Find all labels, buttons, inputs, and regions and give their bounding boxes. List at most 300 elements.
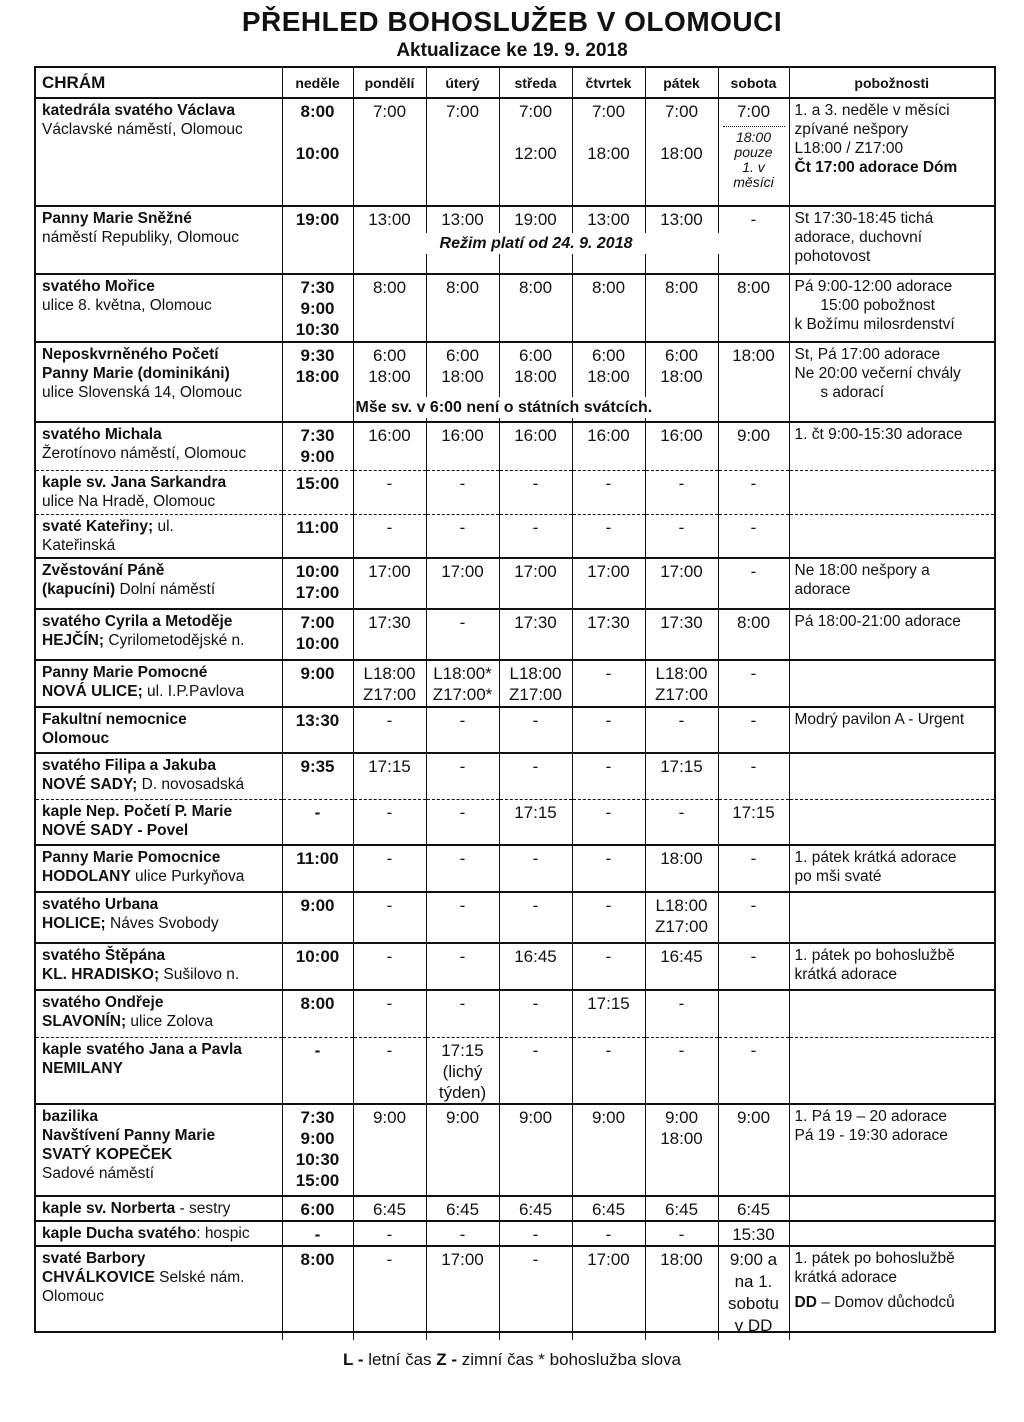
wednesday-times: - [532, 1224, 539, 1244]
time-cell-sunday [282, 1246, 353, 1340]
tuesday-times: - [459, 947, 466, 966]
devotions-highlight: Čt 17:00 adorace Dóm [794, 159, 958, 176]
monday-times: 6:45 [372, 1199, 407, 1219]
saturday-times: 9:00 a na 1. sobotu v DD [727, 1249, 780, 1335]
saturday-times: - [750, 473, 757, 493]
time-cell-thursday [572, 707, 645, 753]
sunday-times: 8:00 [300, 1249, 335, 1269]
devotions-cell [789, 1104, 994, 1196]
time-cell-tuesday [426, 799, 499, 845]
time-cell-friday [645, 753, 718, 799]
time-cell-sunday [282, 274, 353, 342]
legend-l-key: L - [343, 1350, 364, 1369]
church-row [36, 660, 994, 707]
time-cell-tuesday [426, 1246, 499, 1340]
time-cell-tuesday [426, 514, 499, 558]
time-cell-sunday [282, 753, 353, 799]
church-address: Žerotínovo náměstí, Olomouc [42, 445, 247, 462]
devotions-text: Pá 18:00-21:00 adorace [794, 613, 961, 630]
time-cell-friday [645, 1037, 718, 1104]
church-row [36, 274, 994, 342]
church-cell [36, 342, 282, 422]
devotions-highlight-tail: – Domov důchodců [816, 1293, 955, 1311]
time-cell-sunday [282, 422, 353, 470]
friday-times: 13:00 [660, 210, 703, 229]
devotions-cell [789, 1221, 994, 1246]
sunday-times: 19:00 [295, 210, 340, 229]
friday-times: 17:15 [660, 757, 703, 776]
church-cell [36, 609, 282, 660]
church-row [36, 892, 994, 943]
church-name: Neposkvrněného Početí Panny Marie (dominikáni) [42, 346, 230, 382]
church-row [36, 514, 994, 558]
church-row [36, 1221, 994, 1246]
friday-times: L18:00 Z17:00 [655, 664, 708, 704]
time-cell-friday [645, 943, 718, 990]
friday-times: - [678, 711, 685, 730]
monday-times: - [386, 517, 393, 537]
devotions-cell [789, 1196, 994, 1221]
saturday-times: - [750, 711, 757, 730]
church-row [36, 707, 994, 753]
church-name: svatého Cyrila a Metoděje HEJČÍN; [42, 613, 233, 649]
church-address: Sušilovo n. [159, 966, 240, 983]
devotions-highlight: DD [794, 1293, 817, 1311]
time-cell-saturday [718, 1196, 789, 1221]
col-header-wednesday: středa [499, 68, 572, 98]
church-cell [36, 1104, 282, 1196]
thursday-times: 13:00 [587, 210, 630, 229]
devotions-text: 1. Pá 19 – 20 adorace Pá 19 - 19:30 adorace [794, 1107, 948, 1144]
time-cell-sunday [282, 799, 353, 845]
time-cell-sunday [282, 609, 353, 660]
church-row [36, 1037, 994, 1104]
time-cell-saturday [718, 206, 789, 274]
wednesday-times: 6:00 18:00 [514, 346, 557, 386]
church-cell [36, 753, 282, 799]
tuesday-times: 6:45 [445, 1199, 480, 1219]
tuesday-times: 16:00 [441, 426, 484, 445]
time-cell-friday [645, 1246, 718, 1340]
time-cell-thursday [572, 1196, 645, 1221]
wednesday-times: 6:45 [518, 1199, 553, 1219]
time-cell-monday [353, 1037, 426, 1104]
wednesday-times: 17:30 [514, 613, 557, 632]
devotions-cell [789, 274, 994, 342]
wednesday-times: - [532, 994, 539, 1013]
time-cell-saturday [718, 799, 789, 845]
page-title: PŘEHLED BOHOSLUŽEB V OLOMOUCI [241, 6, 783, 37]
time-cell-thursday [572, 1221, 645, 1246]
time-cell-wednesday [499, 1104, 572, 1196]
tuesday-times: L18:00* Z17:00* [432, 664, 493, 704]
schedule-table [36, 68, 994, 1340]
time-cell-friday [645, 422, 718, 470]
devotions-text: 1. pátek krátká adorace po mši svaté [794, 849, 957, 885]
time-cell-monday [353, 274, 426, 342]
monday-times: 16:00 [368, 426, 411, 445]
saturday-times: - [750, 849, 757, 868]
church-address: - sestry [175, 1199, 231, 1217]
sunday-times: 7:30 9:00 [300, 426, 335, 466]
time-cell-wednesday [499, 274, 572, 342]
thursday-times: - [605, 757, 612, 776]
time-cell-saturday [718, 98, 789, 206]
church-cell [36, 1196, 282, 1221]
schedule-note: Režim platí od 24. 9. 2018 [354, 233, 719, 254]
devotions-text: Modrý pavilon A - Urgent [794, 711, 965, 728]
time-cell-friday [645, 799, 718, 845]
saturday-times: - [750, 517, 757, 537]
saturday-times: 9:00 [736, 1107, 771, 1127]
time-cell-saturday [718, 609, 789, 660]
time-cell-sunday [282, 892, 353, 943]
time-cell-monday [353, 845, 426, 892]
time-cell-saturday [718, 342, 789, 422]
legend-z-key: Z - [436, 1350, 458, 1369]
saturday-times: 18:00 [732, 346, 775, 365]
col-header-tuesday: úterý [426, 68, 499, 98]
time-cell-thursday [572, 422, 645, 470]
time-cell-thursday [572, 609, 645, 660]
time-cell-wednesday [499, 990, 572, 1037]
church-row [36, 206, 994, 274]
sunday-times: 11:00 [296, 517, 339, 537]
time-cell-monday [353, 660, 426, 707]
devotions-cell [789, 470, 994, 514]
friday-times: - [678, 1224, 685, 1244]
church-row [36, 342, 994, 422]
friday-times: 9:00 18:00 [660, 1107, 703, 1148]
time-cell-wednesday [499, 98, 572, 206]
church-row [36, 990, 994, 1037]
tuesday-times: - [459, 517, 466, 537]
saturday-times: - [750, 562, 757, 581]
time-cell-saturday [718, 943, 789, 990]
devotions-text: St 17:30-18:45 tichá adorace, duchovní pohotovost [794, 210, 934, 265]
time-cell-saturday [718, 1037, 789, 1104]
time-cell-friday [645, 1196, 718, 1221]
sunday-times: - [314, 1040, 321, 1060]
time-cell-sunday [282, 1221, 353, 1246]
devotions-cell [789, 422, 994, 470]
thursday-times: - [605, 802, 612, 822]
church-row [36, 558, 994, 609]
church-cell [36, 707, 282, 753]
time-cell-monday [353, 609, 426, 660]
devotions-text: 1. pátek po bohoslužbě krátká adorace [794, 947, 955, 983]
monday-times: 8:00 [372, 278, 407, 297]
time-cell-friday [645, 470, 718, 514]
time-cell-wednesday [499, 1246, 572, 1340]
time-cell-monday [353, 1246, 426, 1340]
church-name: kaple sv. Jana Sarkandra [42, 473, 227, 491]
time-cell-friday [645, 845, 718, 892]
sunday-times: 7:00 10:00 [295, 613, 340, 653]
tuesday-times: 9:00 [445, 1107, 480, 1127]
devotions-text: St, Pá 17:00 adorace Ne 20:00 večerní chvály s adorací [794, 346, 961, 401]
friday-times: 17:30 [660, 613, 703, 632]
thursday-times: 7:00 18:00 [587, 102, 630, 163]
time-cell-saturday [718, 1246, 789, 1340]
church-address: ul. Kateřinská [42, 517, 174, 554]
devotions-cell [789, 98, 994, 206]
saturday-times: - [750, 896, 757, 915]
time-cell-sunday [282, 514, 353, 558]
devotions-text: Ne 18:00 nešpory a adorace [794, 562, 930, 598]
time-cell-tuesday [426, 943, 499, 990]
friday-times: - [678, 473, 685, 493]
tuesday-times: 17:00 [441, 562, 484, 581]
time-cell-tuesday [426, 422, 499, 470]
church-row [36, 1104, 994, 1196]
time-cell-monday [353, 1196, 426, 1221]
time-cell-tuesday [426, 558, 499, 609]
friday-times: 16:00 [660, 426, 703, 445]
time-cell-wednesday [499, 707, 572, 753]
time-cell-saturday [718, 274, 789, 342]
wednesday-times: - [532, 896, 539, 915]
time-cell-tuesday [426, 470, 499, 514]
time-cell-tuesday [426, 609, 499, 660]
devotions-cell [789, 514, 994, 558]
tuesday-times: - [459, 1224, 466, 1244]
church-cell [36, 990, 282, 1037]
church-name: kaple Nep. Početí P. Marie NOVÉ SADY - Povel [42, 802, 233, 839]
thursday-times: - [605, 473, 612, 493]
wednesday-times: 16:00 [514, 426, 557, 445]
wednesday-times: - [532, 473, 539, 493]
devotions-cell [789, 206, 994, 274]
monday-times: 7:00 [372, 102, 407, 121]
friday-times: 6:00 18:00 [660, 346, 703, 386]
thursday-times: - [605, 1040, 612, 1060]
church-name: svatého Filipa a Jakuba NOVÉ SADY; [42, 757, 217, 793]
tuesday-times: - [459, 896, 466, 915]
time-cell-thursday [572, 799, 645, 845]
devotions-cell [789, 707, 994, 753]
time-cell-wednesday [499, 1037, 572, 1104]
sunday-times: 13:30 [295, 711, 340, 730]
time-cell-wednesday [499, 845, 572, 892]
time-cell-thursday [572, 514, 645, 558]
sunday-times: 8:00 [300, 994, 335, 1013]
saturday-times: - [750, 664, 757, 683]
church-row [36, 1246, 994, 1340]
sunday-times: 7:30 9:00 10:30 [295, 278, 340, 339]
time-cell-wednesday [499, 609, 572, 660]
thursday-times: - [605, 1224, 612, 1244]
time-cell-saturday [718, 660, 789, 707]
church-name: kaple Ducha svatého [42, 1224, 197, 1242]
wednesday-times: 17:15 [514, 802, 557, 822]
time-cell-wednesday [499, 799, 572, 845]
saturday-times: 17:15 [732, 802, 775, 822]
time-cell-wednesday [499, 470, 572, 514]
col-header-devotions: pobožnosti [789, 68, 994, 98]
time-cell-wednesday [499, 1221, 572, 1246]
sunday-times: 9:30 18:00 [295, 346, 340, 386]
thursday-times: 17:00 [587, 562, 630, 581]
monday-times: - [386, 1224, 393, 1244]
church-address: : hospic [196, 1224, 250, 1242]
time-cell-thursday [572, 845, 645, 892]
monday-times: 9:00 [372, 1107, 407, 1127]
church-name: svaté Barbory CHVÁLKOVICE [42, 1249, 155, 1286]
tuesday-times: - [459, 473, 466, 493]
tuesday-times: - [459, 802, 466, 822]
legend-l-text: letní čas [363, 1350, 437, 1369]
church-address: ulice Slovenská 14, Olomouc [42, 384, 242, 401]
church-name: svaté Kateřiny; [42, 517, 154, 535]
church-cell [36, 845, 282, 892]
time-cell-monday [353, 799, 426, 845]
friday-times: 7:00 18:00 [660, 102, 703, 163]
sunday-times: 15:00 [295, 473, 340, 493]
sunday-times: - [314, 1224, 321, 1244]
wednesday-times: - [532, 1040, 539, 1060]
saturday-times: 8:00 [736, 613, 771, 632]
wednesday-times: - [532, 849, 539, 868]
devotions-cell [789, 1037, 994, 1104]
church-name: katedrála svatého Václava [42, 102, 236, 119]
church-name: svatého Štěpána KL. HRADISKO; [42, 947, 166, 983]
thursday-times: 6:45 [591, 1199, 626, 1219]
church-name: Zvěstování Páně (kapucíni) [42, 562, 165, 598]
time-cell-wednesday [499, 1196, 572, 1221]
col-header-thursday: čtvrtek [572, 68, 645, 98]
church-name: Fakultní nemocnice Olomouc [42, 711, 187, 747]
tuesday-times: - [459, 994, 466, 1013]
time-cell-friday [645, 609, 718, 660]
wednesday-times: 8:00 [518, 278, 553, 297]
monday-times: 17:15 [368, 757, 411, 776]
thursday-times: 16:00 [587, 426, 630, 445]
time-cell-sunday [282, 470, 353, 514]
time-cell-monday [353, 707, 426, 753]
legend [0, 1350, 1024, 1370]
church-cell [36, 1221, 282, 1246]
time-cell-wednesday [499, 892, 572, 943]
church-name: svatého Ondřeje SLAVONÍN; [42, 994, 164, 1030]
church-row [36, 799, 994, 845]
wednesday-times: - [532, 757, 539, 776]
time-cell-thursday [572, 1246, 645, 1340]
devotions-cell [789, 609, 994, 660]
saturday-times: - [750, 1040, 757, 1060]
sunday-times: 10:00 [295, 947, 340, 966]
saturday-times: - [750, 210, 757, 229]
time-cell-tuesday [426, 707, 499, 753]
church-cell [36, 892, 282, 943]
time-cell-thursday [572, 753, 645, 799]
devotions-cell [789, 342, 994, 422]
friday-times: 16:45 [660, 947, 703, 966]
time-cell-saturday [718, 892, 789, 943]
saturday-note: 18:00 pouze 1. v měsíci [723, 126, 785, 190]
time-cell-thursday [572, 1104, 645, 1196]
thursday-times: - [605, 664, 612, 683]
time-cell-sunday [282, 1037, 353, 1104]
friday-times: - [678, 802, 685, 822]
church-cell [36, 98, 282, 206]
time-cell-friday [645, 1104, 718, 1196]
time-cell-saturday [718, 845, 789, 892]
saturday-times: 8:00 [736, 278, 771, 297]
devotions-cell [789, 660, 994, 707]
friday-times: 17:00 [660, 562, 703, 581]
thursday-times: - [605, 947, 612, 966]
time-cell-wednesday [499, 753, 572, 799]
time-cell-wednesday [499, 514, 572, 558]
time-cell-monday [353, 990, 426, 1037]
thursday-times: 17:15 [587, 994, 630, 1013]
time-cell-friday [645, 558, 718, 609]
monday-times: - [386, 994, 393, 1013]
saturday-times: - [750, 757, 757, 776]
tuesday-times: - [459, 849, 466, 868]
friday-times: 6:45 [664, 1199, 699, 1219]
time-cell-tuesday [426, 1037, 499, 1104]
monday-times: - [386, 896, 393, 915]
time-cell-monday [353, 514, 426, 558]
church-address: ulice Na Hradě, Olomouc [42, 492, 216, 510]
church-row [36, 609, 994, 660]
col-header-sunday: neděle [282, 68, 353, 98]
church-cell [36, 799, 282, 845]
church-address: ulice Zolova [126, 1013, 214, 1030]
thursday-times: 17:30 [587, 613, 630, 632]
thursday-times: - [605, 896, 612, 915]
time-cell-saturday [718, 514, 789, 558]
time-cell-thursday [572, 892, 645, 943]
church-cell [36, 514, 282, 558]
time-cell-tuesday [426, 753, 499, 799]
sunday-times: 7:30 9:00 10:30 15:00 [295, 1107, 340, 1190]
church-address: ulice 8. května, Olomouc [42, 297, 212, 314]
time-cell-monday [353, 422, 426, 470]
time-cell-friday [645, 660, 718, 707]
church-row [36, 470, 994, 514]
wednesday-times: - [532, 1249, 539, 1269]
thursday-times: 8:00 [591, 278, 626, 297]
time-cell-tuesday [426, 1104, 499, 1196]
monday-times: 17:00 [368, 562, 411, 581]
col-header-monday: pondělí [353, 68, 426, 98]
thursday-times: 6:00 18:00 [587, 346, 630, 386]
time-cell-tuesday [426, 1196, 499, 1221]
church-address: náměstí Republiky, Olomouc [42, 229, 239, 246]
devotions-cell [789, 558, 994, 609]
time-cell-tuesday [426, 1221, 499, 1246]
devotions-cell [789, 892, 994, 943]
tuesday-times: - [459, 757, 466, 776]
time-cell-wednesday [499, 943, 572, 990]
church-address: Selské nám. Olomouc [42, 1268, 245, 1305]
wednesday-times: - [532, 517, 539, 537]
church-name: svatého Urbana HOLICE; [42, 896, 159, 932]
tuesday-times: - [459, 711, 466, 730]
saturday-times: 7:00 [736, 102, 771, 121]
wednesday-times: 17:00 [514, 562, 557, 581]
col-header-saturday: sobota [718, 68, 789, 98]
sunday-times: - [314, 802, 321, 822]
monday-times: - [386, 802, 393, 822]
time-cell-sunday [282, 1196, 353, 1221]
church-row [36, 98, 994, 206]
thursday-times: 17:00 [587, 1249, 630, 1269]
col-header-friday: pátek [645, 68, 718, 98]
